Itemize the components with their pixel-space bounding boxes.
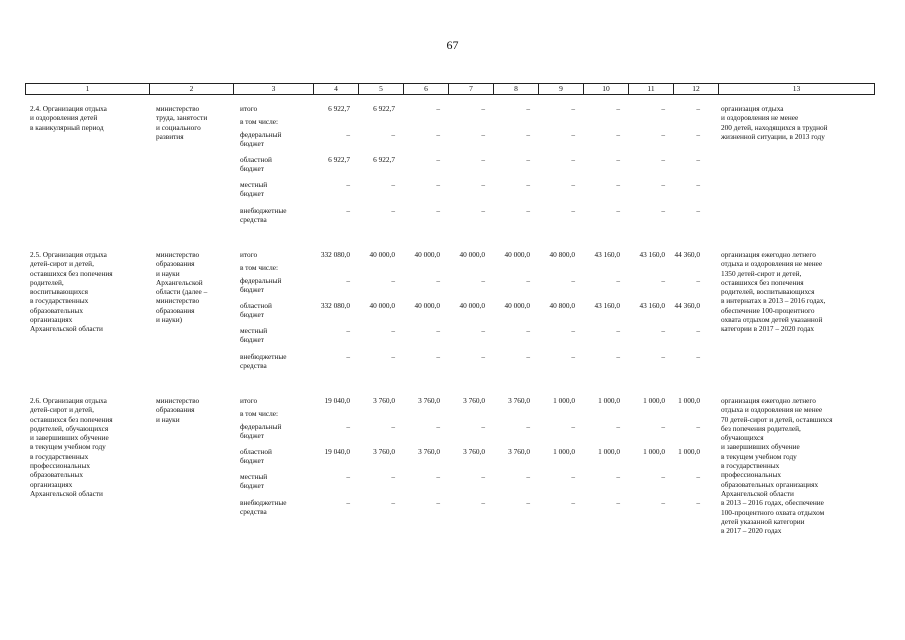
funding-value: – (346, 498, 350, 507)
activity-description: 2.5. Организация отдыха детей-сирот и детей, оставшихся без попечения родителей, воспитывающихся в государственных образовательных организациях Архангельской области (30, 250, 113, 334)
funding-value: 1 000,0 (643, 396, 665, 405)
funding-row (0, 276, 905, 302)
expected-result: организация ежегодно летнего отдыха и оздоровления не менее 1350 детей-сирот и детей, оставшихся без попечения родителей, воспитывающихся в интернатах в 2013 – 2016 годах, обеспечение 100-процентного охвата отдыхом детей указанной категории в 2017 – 2020 годах (721, 250, 826, 334)
funding-value: – (696, 422, 700, 431)
funding-value: 40 000,0 (459, 250, 485, 259)
expected-result: организация отдыха и оздоровления не менее 200 детей, находящихся в трудной жизненной ситуации, в 2013 году (721, 104, 828, 141)
funding-source: итого (240, 396, 258, 405)
funding-value: – (526, 422, 530, 431)
funding-source: внебюджетные средства (240, 352, 287, 371)
funding-value: – (481, 104, 485, 113)
funding-value: – (391, 472, 395, 481)
funding-value: 3 760,0 (418, 447, 440, 456)
page-number: 67 (446, 38, 459, 52)
funding-value: – (436, 422, 440, 431)
funding-value: – (391, 326, 395, 335)
header-col-11: 11 (628, 84, 673, 94)
funding-row (0, 301, 905, 327)
funding-value: – (436, 276, 440, 285)
funding-value: 44 360,0 (674, 250, 700, 259)
funding-value: 6 922,7 (328, 155, 350, 164)
funding-value: – (391, 498, 395, 507)
funding-value: – (481, 352, 485, 361)
funding-value: – (436, 326, 440, 335)
header-col-6: 6 (403, 84, 448, 94)
funding-value: 40 000,0 (369, 301, 395, 310)
funding-value: – (696, 155, 700, 164)
funding-value: – (696, 180, 700, 189)
funding-value: – (616, 498, 620, 507)
funding-value: – (346, 276, 350, 285)
funding-row (0, 130, 905, 156)
funding-value: 40 800,0 (549, 301, 575, 310)
funding-value: – (571, 326, 575, 335)
funding-value: 3 760,0 (373, 447, 395, 456)
funding-source: местный бюджет (240, 326, 268, 345)
funding-source: федеральный бюджет (240, 422, 282, 441)
funding-value: – (346, 472, 350, 481)
funding-value: – (696, 472, 700, 481)
funding-value: 3 760,0 (373, 396, 395, 405)
funding-value: – (436, 498, 440, 507)
funding-source: федеральный бюджет (240, 276, 282, 295)
funding-value: – (696, 206, 700, 215)
funding-value: – (661, 276, 665, 285)
funding-value: 3 760,0 (418, 396, 440, 405)
funding-value: – (481, 206, 485, 215)
funding-value: 40 000,0 (414, 250, 440, 259)
funding-value: – (526, 155, 530, 164)
funding-value: – (481, 155, 485, 164)
funding-value: – (436, 352, 440, 361)
funding-value: 1 000,0 (678, 396, 700, 405)
funding-value: – (616, 180, 620, 189)
funding-value: 6 922,7 (328, 104, 350, 113)
funding-value: 1 000,0 (553, 447, 575, 456)
header-col-2: 2 (149, 84, 233, 94)
funding-row (0, 472, 905, 498)
funding-value: – (526, 472, 530, 481)
funding-value: – (661, 472, 665, 481)
funding-value: – (481, 130, 485, 139)
funding-value: 19 040,0 (324, 447, 350, 456)
funding-value: – (616, 276, 620, 285)
header-col-3: 3 (233, 84, 313, 94)
funding-source: в том числе: (240, 117, 279, 126)
funding-value: – (571, 498, 575, 507)
funding-value: 43 160,0 (639, 301, 665, 310)
funding-value: – (616, 352, 620, 361)
funding-value: – (571, 276, 575, 285)
funding-value: – (571, 472, 575, 481)
funding-value: – (616, 422, 620, 431)
funding-value: – (661, 104, 665, 113)
funding-value: – (696, 498, 700, 507)
funding-value: 3 760,0 (463, 396, 485, 405)
funding-value: – (436, 104, 440, 113)
funding-value: 332 080,0 (320, 301, 350, 310)
funding-value: 43 160,0 (594, 250, 620, 259)
header-col-10: 10 (583, 84, 628, 94)
funding-value: 40 000,0 (504, 301, 530, 310)
funding-value: – (526, 326, 530, 335)
funding-value: – (481, 180, 485, 189)
funding-source: итого (240, 104, 258, 113)
funding-value: – (391, 422, 395, 431)
funding-value: 1 000,0 (598, 447, 620, 456)
funding-value: – (436, 180, 440, 189)
funding-value: – (391, 352, 395, 361)
funding-value: – (571, 206, 575, 215)
header-col-4: 4 (313, 84, 358, 94)
funding-value: – (346, 206, 350, 215)
funding-value: – (391, 130, 395, 139)
funding-value: – (526, 206, 530, 215)
funding-value: – (481, 422, 485, 431)
funding-value: – (481, 498, 485, 507)
funding-row (0, 326, 905, 352)
funding-value: – (481, 326, 485, 335)
funding-row (0, 422, 905, 448)
funding-value: – (661, 422, 665, 431)
header-col-13: 13 (718, 84, 874, 94)
funding-value: 3 760,0 (508, 447, 530, 456)
funding-value: – (696, 352, 700, 361)
funding-value: – (346, 352, 350, 361)
funding-value: – (481, 276, 485, 285)
funding-value: – (571, 155, 575, 164)
funding-value: – (661, 498, 665, 507)
funding-value: 40 000,0 (414, 301, 440, 310)
funding-value: – (616, 104, 620, 113)
funding-value: – (526, 276, 530, 285)
funding-value: – (661, 130, 665, 139)
funding-value: – (661, 352, 665, 361)
funding-value: – (436, 155, 440, 164)
funding-value: – (571, 422, 575, 431)
funding-value: – (481, 472, 485, 481)
header-col-9: 9 (538, 84, 583, 94)
funding-value: 43 160,0 (639, 250, 665, 259)
funding-row (0, 352, 905, 378)
funding-value: – (696, 276, 700, 285)
responsible-executor: министерство образования и науки Архангельской области (далее – министерство образования и науки) (156, 250, 208, 325)
funding-value: 332 080,0 (320, 250, 350, 259)
funding-value: – (526, 498, 530, 507)
responsible-executor: министерство труда, занятости и социального развития (156, 104, 208, 141)
activity-description: 2.4. Организация отдыха и оздоровления детей в каникулярный период (30, 104, 107, 132)
funding-value: – (571, 352, 575, 361)
funding-value: – (616, 155, 620, 164)
funding-value: 3 760,0 (508, 396, 530, 405)
funding-value: – (661, 155, 665, 164)
funding-value: 19 040,0 (324, 396, 350, 405)
funding-value: 1 000,0 (553, 396, 575, 405)
funding-value: – (661, 180, 665, 189)
activity-description: 2.6. Организация отдыха детей-сирот и детей, оставшихся без попечения родителей, обучающихся и завершивших обучение в текущем учебном году в государственных профессиональных образовательных организациях Архангельской области (30, 396, 113, 498)
funding-row (0, 180, 905, 206)
funding-value: 3 760,0 (463, 447, 485, 456)
funding-value: – (436, 130, 440, 139)
funding-value: – (391, 276, 395, 285)
funding-value: – (571, 180, 575, 189)
funding-value: – (526, 130, 530, 139)
header-col-1: 1 (85, 84, 90, 93)
funding-value: – (391, 180, 395, 189)
funding-value: – (346, 180, 350, 189)
funding-value: 6 922,7 (373, 155, 395, 164)
funding-source: областной бюджет (240, 155, 272, 174)
funding-value: – (571, 104, 575, 113)
funding-value: – (661, 326, 665, 335)
funding-row (0, 206, 905, 232)
funding-source: в том числе: (240, 409, 279, 418)
funding-value: 40 000,0 (504, 250, 530, 259)
funding-value: – (616, 130, 620, 139)
funding-value: 40 000,0 (369, 250, 395, 259)
funding-source: областной бюджет (240, 301, 272, 320)
header-col-12: 12 (673, 84, 718, 94)
funding-source: федеральный бюджет (240, 130, 282, 149)
funding-source: внебюджетные средства (240, 206, 287, 225)
funding-value: 1 000,0 (598, 396, 620, 405)
funding-row (0, 447, 905, 473)
funding-value: – (696, 130, 700, 139)
header-col-8: 8 (493, 84, 538, 94)
funding-source: местный бюджет (240, 472, 268, 491)
funding-row (0, 498, 905, 524)
funding-value: – (436, 472, 440, 481)
funding-value: – (526, 104, 530, 113)
funding-value: – (526, 180, 530, 189)
funding-source: областной бюджет (240, 447, 272, 466)
funding-value: – (696, 104, 700, 113)
funding-value: – (436, 206, 440, 215)
funding-value: – (391, 206, 395, 215)
responsible-executor: министерство образования и науки (156, 396, 200, 424)
funding-source: местный бюджет (240, 180, 268, 199)
funding-value: – (661, 206, 665, 215)
funding-value: – (616, 472, 620, 481)
funding-value: – (346, 326, 350, 335)
funding-source: в том числе: (240, 263, 279, 272)
funding-value: – (616, 326, 620, 335)
funding-value: 40 000,0 (459, 301, 485, 310)
funding-source: внебюджетные средства (240, 498, 287, 517)
funding-value: 40 800,0 (549, 250, 575, 259)
funding-value: – (346, 422, 350, 431)
header-col-7: 7 (448, 84, 493, 94)
funding-row (0, 155, 905, 181)
funding-value: – (346, 130, 350, 139)
funding-value: 43 160,0 (594, 301, 620, 310)
header-col-5: 5 (358, 84, 403, 94)
funding-value: – (616, 206, 620, 215)
table-header-row (25, 83, 875, 95)
funding-value: 1 000,0 (678, 447, 700, 456)
funding-value: 44 360,0 (674, 301, 700, 310)
funding-value: 6 922,7 (373, 104, 395, 113)
funding-value: – (571, 130, 575, 139)
funding-value: – (526, 352, 530, 361)
funding-source: итого (240, 250, 258, 259)
funding-value: 1 000,0 (643, 447, 665, 456)
funding-value: – (696, 326, 700, 335)
expected-result: организация ежегодно летнего отдыха и оздоровления не менее 70 детей-сирот и детей, оставшихся без попечения родителей, обучающихся и завершивших обучение в текущем учебном году в государственных профессиональных образовательных организациях Архангельской области в 2013 – 2016 годах, обеспечение 100-процентного охвата отдыхом детей указанной категории в 2017 – 2020 годах (721, 396, 833, 536)
